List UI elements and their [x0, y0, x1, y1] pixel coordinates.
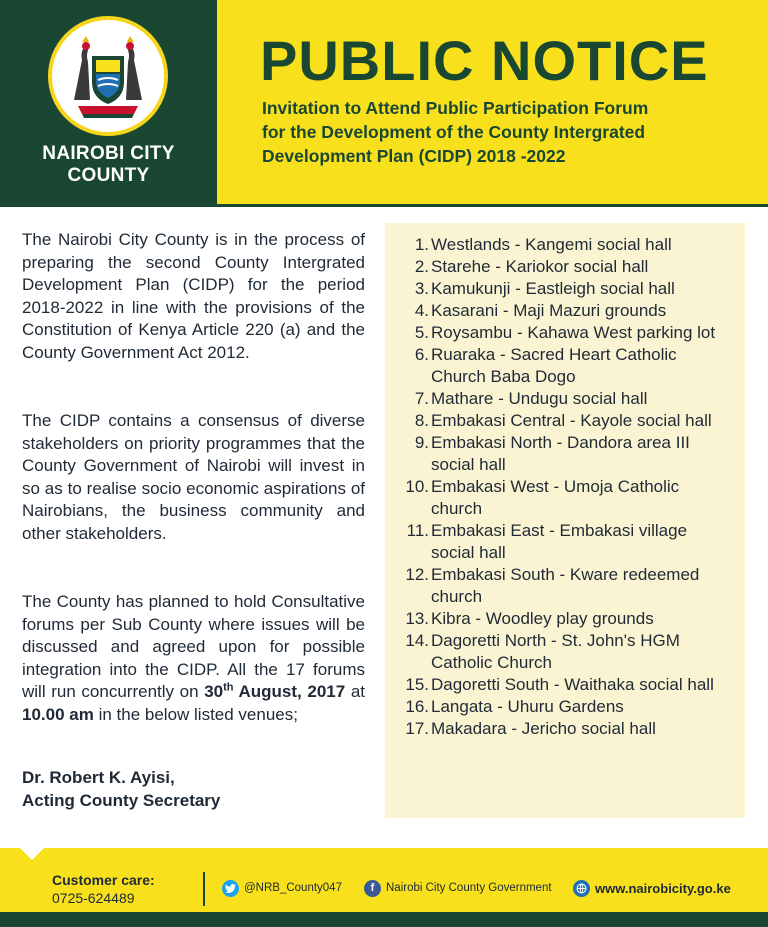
forum-time: 10.00 am: [22, 704, 94, 724]
subtitle-line1: Invitation to Attend Public Participation Forum: [262, 98, 649, 118]
footer-stripe: [0, 848, 768, 862]
forum-paragraph-block: [22, 591, 365, 726]
venue-name: Kamukunji - Eastleigh social hall: [431, 279, 675, 298]
venue-name: Kibra - Woodley play grounds: [431, 609, 654, 628]
footer-bottom-bar: [0, 912, 768, 927]
list-item: [385, 410, 745, 432]
footer-separator: [203, 872, 205, 906]
venue-number: 2.: [414, 257, 429, 276]
twitter-handle: @NRB_County047: [244, 882, 342, 894]
signature-block: [22, 767, 365, 812]
venue-number: 11.: [406, 521, 429, 540]
forum-text: The County has planned to hold Consultative forums per Sub County where issues will be discussed and agreed upon for possible integration into the CIDP. All the 17 forums will run concurrently on: [22, 592, 365, 701]
forum-end: in the below listed venues;: [93, 704, 298, 724]
venue-number: 17.: [405, 719, 429, 738]
venue-number: 9.: [414, 433, 429, 452]
venue-name: Ruaraka - Sacred Heart Catholic Church Baba Dogo: [431, 345, 677, 386]
forum-date: [204, 682, 345, 701]
list-item: [385, 300, 745, 322]
forum-date-suffix: th: [223, 681, 234, 694]
footer-notch: [20, 848, 44, 860]
venue-name: Mathare - Undugu social hall: [431, 389, 648, 408]
list-item: [385, 520, 745, 564]
venue-name: Kasarani - Maji Mazuri grounds: [431, 301, 667, 320]
county-crest-icon: [48, 16, 168, 136]
venue-number: 10.: [405, 477, 429, 496]
header-divider: [0, 204, 768, 207]
list-item: [385, 388, 745, 410]
signatory-name: Dr. Robert K. Ayisi,: [22, 768, 175, 787]
venue-number: 15.: [405, 675, 429, 694]
cidp-paragraph-block: [22, 410, 365, 545]
globe-icon: [573, 880, 590, 897]
venue-name: Embakasi East - Embakasi village social hall: [431, 521, 688, 562]
customer-care-label: Customer care:: [52, 872, 155, 888]
venue-name: Starehe - Kariokor social hall: [431, 257, 649, 276]
county-name-line1: NAIROBI CITY: [42, 143, 175, 164]
list-item: [385, 564, 745, 608]
venue-list-panel: [385, 223, 745, 818]
list-item: [385, 234, 745, 256]
forum-paragraph: [22, 591, 365, 726]
venue-number: 4.: [414, 301, 429, 320]
signatory-title: Acting County Secretary: [22, 790, 221, 810]
list-item: [385, 278, 745, 300]
venue-number: 5.: [414, 323, 429, 342]
list-item: [385, 256, 745, 278]
customer-care-phone[interactable]: 0725-624489: [52, 890, 135, 906]
venue-number: 16.: [405, 697, 429, 716]
intro-paragraph: The Nairobi City County is in the process of preparing the second County Intergrated Development Plan (CIDP) for the period 2018-2022 in line with the provisions of the Constitution of Kenya Article 220 (a) and the County Government Act 2012.: [22, 230, 365, 362]
venue-name: Embakasi South - Kware redeemed church: [431, 565, 700, 606]
list-item: [385, 718, 745, 740]
facebook-link[interactable]: [364, 878, 552, 898]
venue-number: 8.: [414, 411, 429, 430]
venue-list: [385, 234, 745, 740]
venue-name: Langata - Uhuru Gardens: [431, 697, 624, 716]
page-title: PUBLIC NOTICE: [260, 29, 709, 92]
venue-number: 1.: [414, 235, 429, 254]
facebook-page: Nairobi City County Government: [386, 882, 552, 894]
website-url: www.nairobicity.go.ke: [595, 880, 731, 896]
twitter-icon: [222, 880, 239, 897]
list-item: [385, 630, 745, 674]
list-item: [385, 322, 745, 344]
list-item: [385, 608, 745, 630]
list-item: [385, 696, 745, 718]
notice-subtitle: [262, 96, 752, 168]
venue-name: Embakasi North - Dandora area III social hall: [431, 433, 690, 474]
list-item: [385, 432, 745, 476]
venue-name: Makadara - Jericho social hall: [431, 719, 656, 738]
venue-name: Dagoretti South - Waithaka social hall: [431, 675, 714, 694]
venue-name: Westlands - Kangemi social hall: [431, 235, 672, 254]
forum-at: at: [345, 682, 366, 701]
venue-name: Dagoretti North - St. John's HGM Catholic Church: [431, 631, 680, 672]
list-item: [385, 476, 745, 520]
county-name: [0, 143, 217, 187]
venue-number: 3.: [414, 279, 429, 298]
venue-number: 12.: [405, 565, 429, 584]
venue-name: Embakasi West - Umoja Catholic church: [431, 477, 680, 518]
intro-paragraph-block: [22, 229, 365, 364]
county-name-line2: COUNTY: [67, 165, 150, 186]
facebook-icon: f: [364, 880, 381, 897]
venue-number: 13.: [405, 609, 429, 628]
subtitle-line2: for the Development of the County Intergrated: [262, 122, 646, 142]
cidp-paragraph: The CIDP contains a consensus of diverse stakeholders on priority programmes that the County Government of Nairobi will invest in so as to realise socio economic aspirations of Nairobians, the business community and other stakeholders.: [22, 411, 365, 543]
venue-number: 7.: [414, 389, 429, 408]
subtitle-line3: Development Plan (CIDP) 2018 -2022: [262, 146, 566, 166]
forum-date-day: 30: [204, 682, 224, 701]
list-item: [385, 674, 745, 696]
twitter-link[interactable]: [222, 878, 342, 898]
venue-name: Roysambu - Kahawa West parking lot: [431, 323, 716, 342]
website-link[interactable]: [573, 878, 731, 898]
list-item: [385, 344, 745, 388]
forum-date-rest: August, 2017: [233, 682, 346, 701]
venue-name: Embakasi Central - Kayole social hall: [431, 411, 712, 430]
venue-number: 14.: [405, 631, 429, 650]
venue-number: 6.: [414, 345, 429, 364]
